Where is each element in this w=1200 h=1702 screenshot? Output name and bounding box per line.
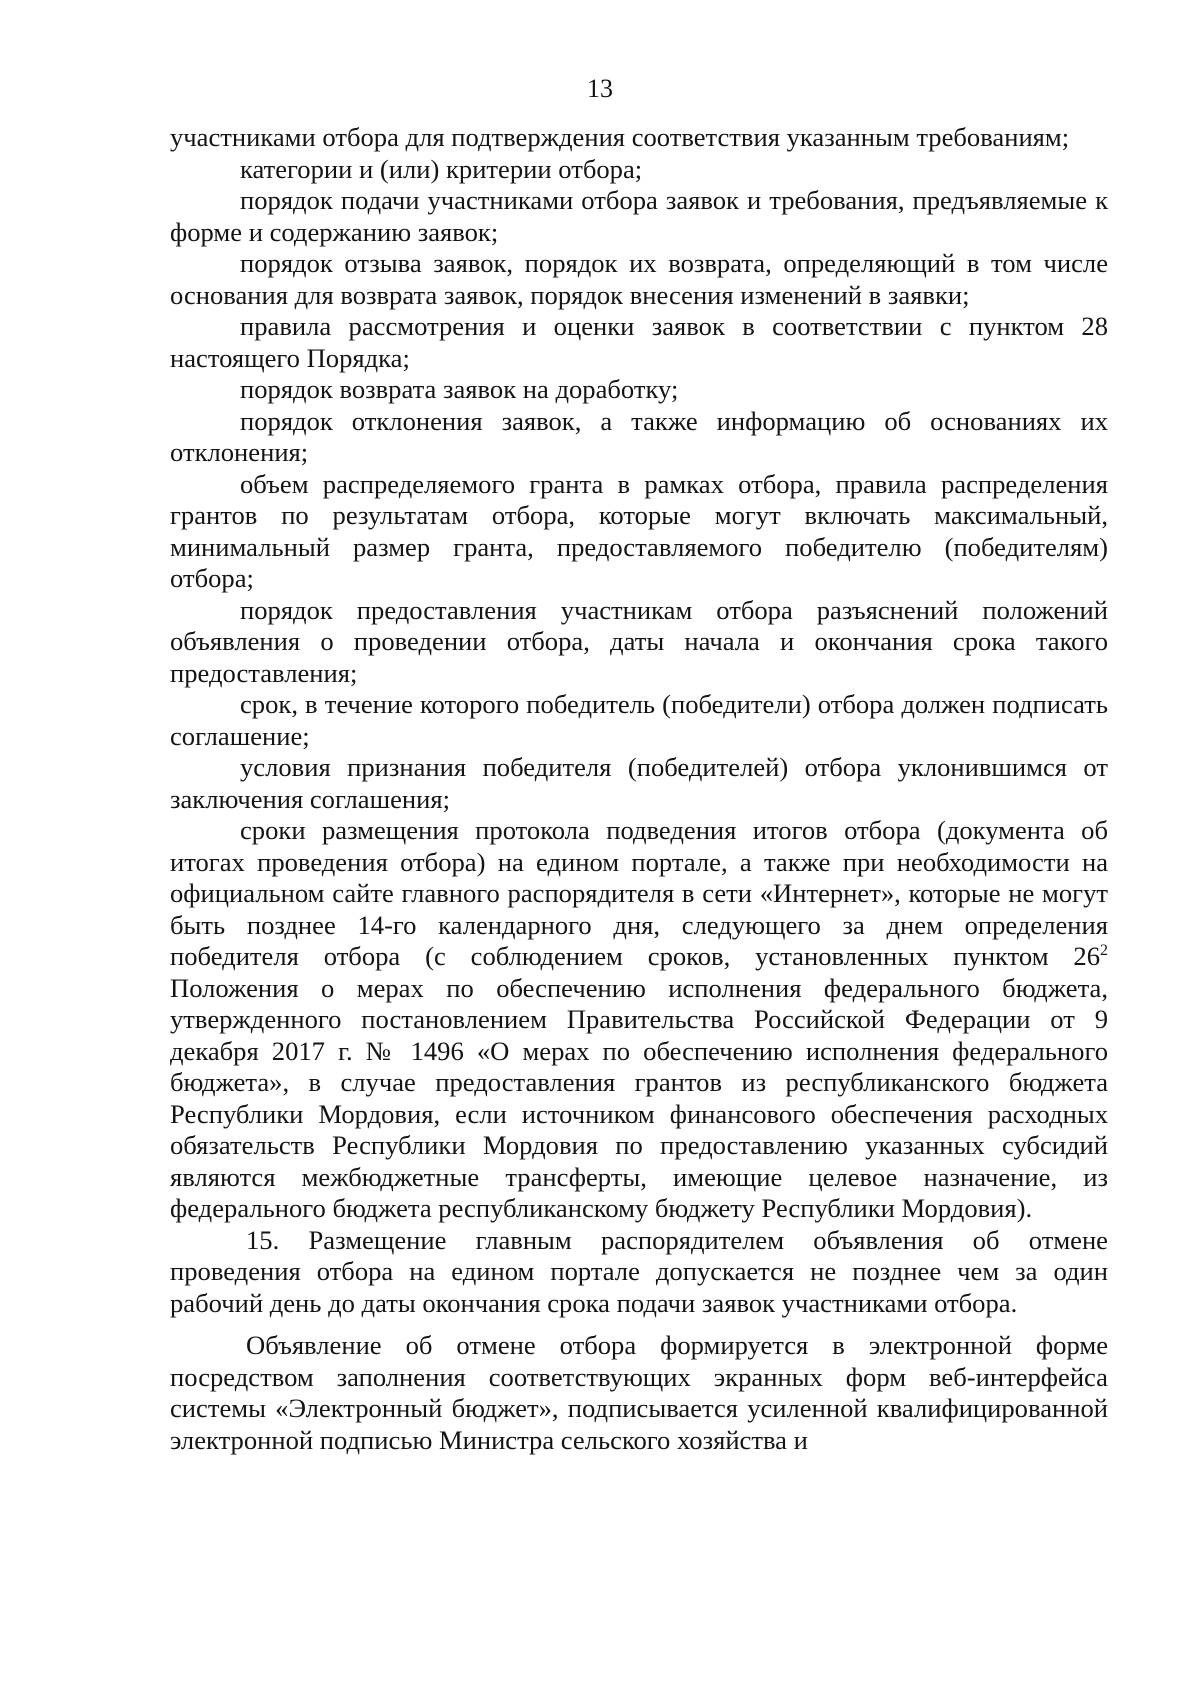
paragraph-clarifications: порядок предоставления участникам отбора разъяснений положений объявления о проведении отбора, даты начала и окончания срока такого предоставления; [170, 594, 1108, 688]
paragraph-protocol-publication [170, 815, 1108, 1225]
page-number: 13 [587, 74, 613, 103]
paragraph-agreement-deadline: срок, в течение которого победитель (победители) отбора должен подписать соглашение; [170, 689, 1108, 751]
paragraph-15-cancellation: 15. Размещение главным распорядителем объявления об отмене проведения отбора на едином портале допускается не позднее чем за один рабочий день до даты окончания срока подачи заявок участниками отбора. [170, 1224, 1108, 1318]
paragraph-application-withdrawal: порядок отзыва заявок, порядок их возврата, определяющий в том числе основания для возврата заявок, порядок внесения изменений в заявки; [170, 248, 1108, 310]
paragraph-selection-categories: категории и (или) критерии отбора; [240, 153, 643, 184]
paragraph-application-submission: порядок подачи участниками отбора заявок и требования, предъявляемые к форме и содержанию заявок; [170, 185, 1108, 247]
footnote-superscript: 2 [1100, 942, 1108, 960]
paragraph-rejection-procedure: порядок отклонения заявок, а также информацию об основаниях их отклонения; [170, 405, 1108, 467]
protocol-text-before: сроки размещения протокола подведения итогов отбора (документа об итогах проведения отбора) на едином портале, а также при необходимости на официальном сайте главного распорядителя в сети «Интернет», которые не могут быть позднее 14-го календарного дня, следующего за днем определения победителя отбора (с соблюдением сроков, установленных пунктом 26 [170, 815, 1108, 971]
paragraph-grant-volume: объем распределяемого гранта в рамках отбора, правила распределения грантов по результатам отбора, которые могут включать максимальный, минимальный размер гранта, предоставляемого победителю (победителям) отбора; [170, 468, 1108, 593]
paragraph-evaluation-rules: правила рассмотрения и оценки заявок в соответствии с пунктом 28 настоящего Порядка; [170, 311, 1108, 373]
paragraph-evasion-conditions: условия признания победителя (победителей) отбора уклонившимся от заключения соглашения; [170, 752, 1108, 814]
paragraph-return-for-revision: порядок возврата заявок на доработку; [240, 374, 679, 404]
protocol-text-after: Положения о мерах по обеспечению исполнения федерального бюджета, утвержденного постановлением Правительства Российской Федерации от 9 декабря 2017 г. № 1496 «О мерах по обеспечению исполнения федерального бюджета», в случае предоставления грантов из республиканского бюджета Республики Мордовия, если источником финансового обеспечения расходных обязательств Республики Мордовия по предоставлению указанных субсидий являются межбюджетные трансферты, имеющие целевое назначение, из федерального бюджета республиканскому бюджету Республики Мордовия). [170, 972, 1108, 1223]
paragraph-requirements-confirmation: участниками отбора для подтверждения соответствия указанным требованиям; [170, 122, 1070, 152]
document-body [170, 122, 1108, 1456]
paragraph-cancellation-announcement: Объявление об отмене отбора формируется в электронной форме посредством заполнения соответствующих экранных форм веб-интерфейса системы «Электронный бюджет», подписывается усиленной квалифицированной электронной подписью Министра сельского хозяйства и [170, 1330, 1108, 1455]
